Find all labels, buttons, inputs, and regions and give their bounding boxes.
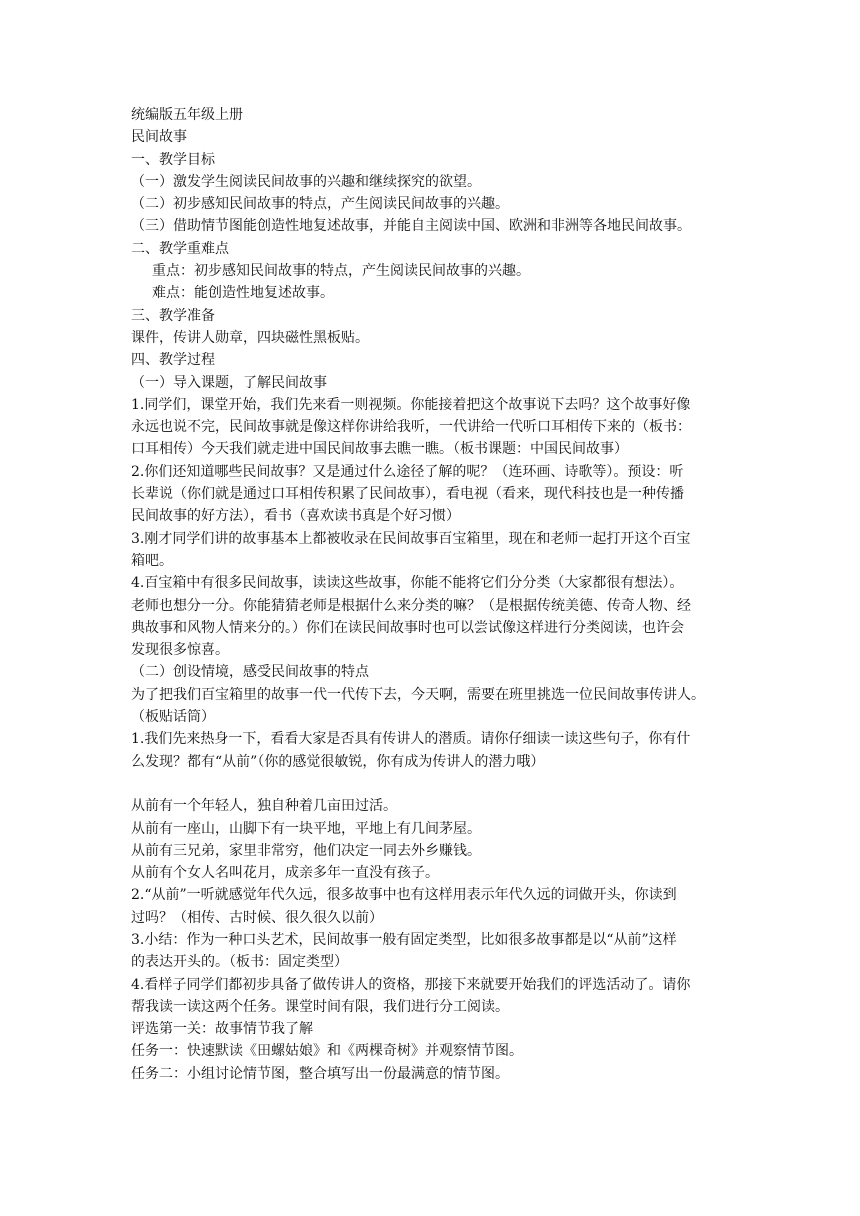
paragraph-line: 长辈说（你们就是通过口耳相传积累了民间故事），看电视（看来，现代科技也是一种传播 <box>131 486 684 503</box>
paragraph-line: 么发现？都有“从前”（你的感觉很敏锐，你有成为传讲人的潜力哦） <box>131 753 545 770</box>
paragraph-line: 4.百宝箱中有很多民间故事，读读这些故事，你能不能将它们分分类（大家都很有想法）。 <box>131 575 684 592</box>
paragraph-line: 3.小结：作为一种口头艺术，民间故事一般有固定类型，比如很多故事都是以“从前”这样 <box>131 931 677 948</box>
section-heading-process: 四、教学过程 <box>131 352 215 369</box>
paragraph-line: 为了把我们百宝箱里的故事一代一代传下去，今天啊，需要在班里挑选一位民间故事传讲人。 <box>131 686 705 703</box>
paragraph-line: 1.同学们，课堂开始，我们先来看一则视频。你能接着把这个故事说下去吗？这个故事好像 <box>131 396 691 413</box>
paragraph-line: 4.看样子同学们都初步具备了做传讲人的资格，那接下来就要开始我们的评选活动了。请你 <box>131 976 691 993</box>
section-heading-preparation: 三、教学准备 <box>131 307 215 324</box>
lesson-title: 民间故事 <box>131 129 187 146</box>
blank-line <box>131 773 731 795</box>
paragraph-line: 发现很多惊喜。 <box>131 642 229 659</box>
paragraph-line: （板贴话筒） <box>131 709 215 726</box>
paragraph-line: 帮我读一读这两个任务。课堂时间有限，我们进行分工阅读。 <box>131 998 509 1015</box>
part-heading-intro: （一）导入课题，了解民间故事 <box>131 374 327 391</box>
preparation-text: 课件，传讲人勋章，四块磁性黑板贴。 <box>131 329 369 346</box>
paragraph-line: 的表达开头的。（板书：固定类型） <box>131 954 348 971</box>
paragraph-line: 1.我们先来热身一下，看看大家是否具有传讲人的潜质。请你仔细读一读这些句子，你有什 <box>131 731 691 748</box>
key-point: 重点：初步感知民间故事的特点，产生阅读民间故事的兴趣。 <box>152 263 530 280</box>
example-sentence: 从前有一个年轻人，独自种着几亩田过活。 <box>131 798 397 815</box>
paragraph-line: 民间故事的好方法），看书（喜欢读书真是个好习惯） <box>131 508 460 525</box>
paragraph-line: 过吗？（相传、古时候、很久很久以前） <box>131 909 383 926</box>
task-item: 任务二：小组讨论情节图，整合填写出一份最满意的情节图。 <box>131 1065 509 1082</box>
paragraph-line: 3.刚才同学们讲的故事基本上都被收录在民间故事百宝箱里，现在和老师一起打开这个百宝 <box>131 530 691 547</box>
paragraph-line: 永远也说不完，民间故事就是像这样你讲给我听，一代讲给一代听口耳相传下来的（板书： <box>131 419 691 436</box>
task-item: 任务一：快速默读《田螺姑娘》和《两棵奇树》并观察情节图。 <box>131 1043 523 1060</box>
section-heading-goals: 一、教学目标 <box>131 151 215 168</box>
stage-heading: 评选第一关：故事情节我了解 <box>131 1021 313 1038</box>
paragraph-line: 2.“从前”一听就感觉年代久远，很多故事中也有这样用表示年代久远的词做开头，你读到 <box>131 887 677 904</box>
part-heading-situation: （二）创设情境，感受民间故事的特点 <box>131 664 369 681</box>
grade-label: 统编版五年级上册 <box>131 107 243 123</box>
paragraph-line: 箱吧。 <box>131 552 173 569</box>
example-sentence: 从前有个女人名叫花月，成亲多年一直没有孩子。 <box>131 865 439 882</box>
goal-item: （一）激发学生阅读民间故事的兴趣和继续探究的欲望。 <box>131 173 481 190</box>
paragraph-line: 老师也想分一分。你能猜猜老师是根据什么来分类的嘛？（是根据传统美德、传奇人物、经 <box>131 597 691 614</box>
difficult-point: 难点：能创造性地复述故事。 <box>152 285 334 302</box>
goal-item: （二）初步感知民间故事的特点，产生阅读民间故事的兴趣。 <box>131 196 509 213</box>
section-heading-key-points: 二、教学重难点 <box>131 240 229 257</box>
example-sentence: 从前有一座山，山脚下有一块平地，平地上有几间茅屋。 <box>131 820 481 837</box>
example-sentence: 从前有三兄弟，家里非常穷，他们决定一同去外乡赚钱。 <box>131 842 481 859</box>
paragraph-line: 口耳相传）今天我们就走进中国民间故事去瞧一瞧。（板书课题：中国民间故事） <box>131 441 628 458</box>
goal-item: （三）借助情节图能创造性地复述故事，并能自主阅读中国、欧洲和非洲等各地民间故事。 <box>131 218 691 235</box>
paragraph-line: 2.你们还知道哪些民间故事？又是通过什么途径了解的呢？（连环画、诗歌等）。预设：听 <box>131 463 684 480</box>
paragraph-line: 典故事和风物人情来分的。）你们在读民间故事时也可以尝试像这样进行分类阅读，也许会 <box>131 619 684 636</box>
document-page <box>131 104 731 1085</box>
